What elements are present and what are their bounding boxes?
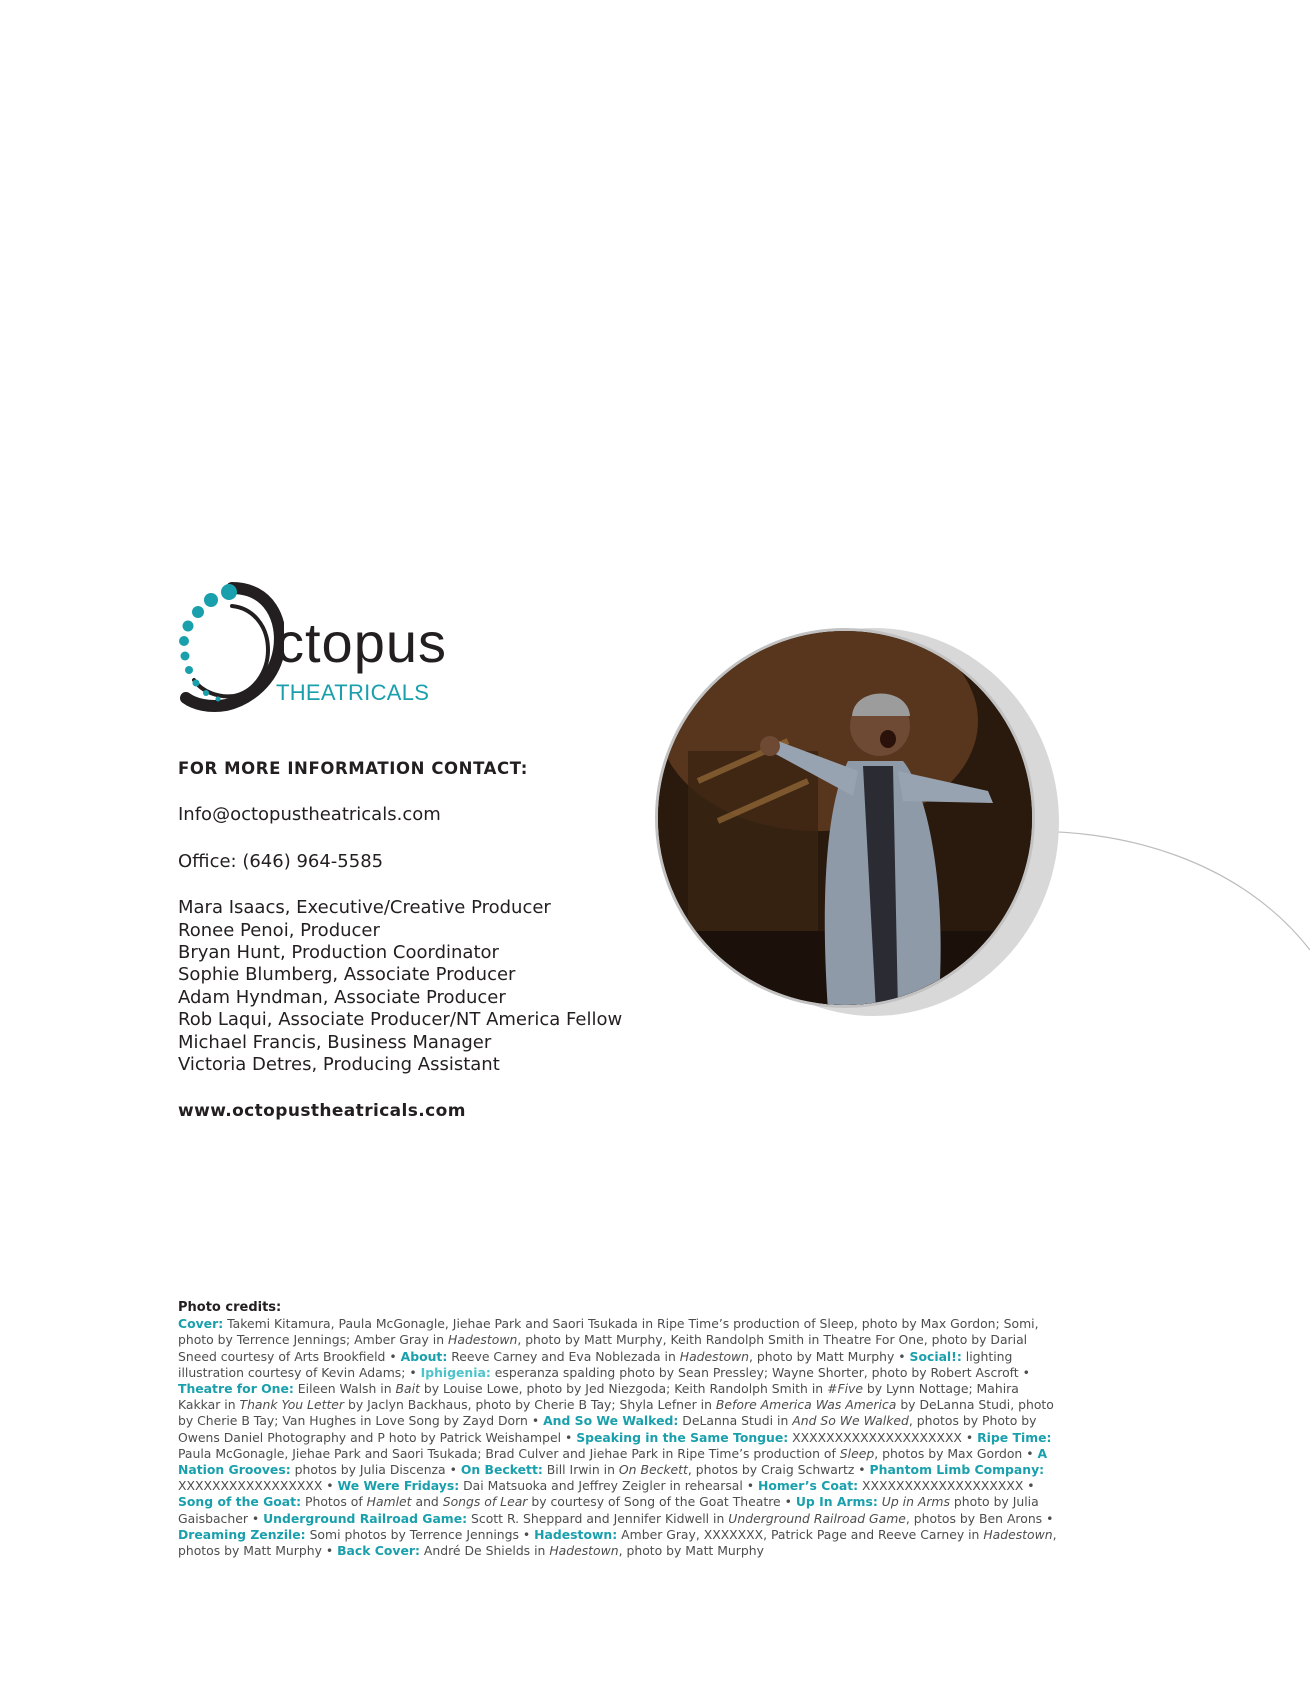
credit-text: Somi photos by Terrence Jennings [309, 1526, 519, 1542]
credit-title-italic: Hadestown [549, 1543, 619, 1559]
credit-text: , photos by Photo by Owens Daniel Photography and P hoto by Patrick Weishampel [178, 1413, 1037, 1445]
credit-text: , photo by Matt Murphy [749, 1348, 895, 1364]
contact-email[interactable]: Info@octopustheatricals.com [178, 804, 441, 826]
credit-text: lighting illustration courtesy of Kevin Adams; [178, 1348, 1013, 1380]
credit-title-italic: Up in Arms [881, 1494, 950, 1510]
credit-text: by courtesy of Song of the Goat Theatre [527, 1494, 781, 1510]
credit-label: Cover: [178, 1316, 224, 1332]
staff-member: Mara Isaacs, Executive/Creative Producer [178, 897, 551, 919]
credit-label: Back Cover: [337, 1543, 420, 1559]
credit-text: Paula McGonagle, Jiehae Park and Saori Tsukada; Brad Culver and Jiehae Park in Ripe Time’s production of [178, 1445, 840, 1461]
credit-text: photos by Julia Discenza [294, 1462, 446, 1478]
credit-label: Iphigenia: [420, 1364, 491, 1380]
credit-text: by Lynn Nottage; Mahira Kakkar in [178, 1381, 1019, 1413]
credit-label: Song of the Goat: [178, 1494, 302, 1510]
performer-photo [655, 628, 1035, 1008]
staff-list [178, 897, 698, 1076]
credit-label: On Beckett: [460, 1462, 543, 1478]
credit-title-italic: Before America Was America [715, 1397, 897, 1413]
credit-text: Takemi Kitamura, Paula McGonagle, Jiehae Park and Saori Tsukada in Ripe Time’s production of Sleep, photo by Max Gordon; Somi, photo by Terrence Jennings; Amber Gray in [178, 1316, 1039, 1348]
credit-text: Bill Irwin in [546, 1462, 619, 1478]
credit-title-italic: On Beckett [618, 1462, 688, 1478]
credit-label: Ripe Time: [977, 1429, 1052, 1445]
credit-label: Phantom Limb Company: [869, 1462, 1045, 1478]
credit-text: Dai Matsuoka and Jeffrey Zeigler in rehearsal [463, 1478, 743, 1494]
credit-text: Amber Gray, XXXXXXX, Patrick Page and Reeve Carney in [621, 1526, 984, 1542]
credit-text: , photos by Ben Arons [905, 1510, 1043, 1526]
credit-text: XXXXXXXXXXXXXXXXXXX [862, 1478, 1024, 1494]
credit-text: by Louise Lowe, photo by Jed Niezgoda; Keith Randolph Smith in [419, 1381, 828, 1397]
credit-title-italic: Hadestown [983, 1526, 1053, 1542]
website-link[interactable]: www.octopustheatricals.com [178, 1101, 466, 1122]
photo-credits [178, 1300, 1058, 1559]
credit-label: Hadestown: [534, 1526, 618, 1542]
logo-wordmark: ctopus [276, 611, 447, 674]
photo-credits-body: Cover: Takemi Kitamura, Paula McGonagle, Jiehae Park and Saori Tsukada in Ripe Time’s production of Sleep, photo by Max Gordon; Somi, photo by Terrence Jennings; Amber Gray in Hadestown, photo by Matt Murphy, Keith Randolph Smith in Theatre For One, photo by Darial Sneed courtesy of Arts Brookfield • About: Reeve Carney and Eva Noblezada in Hadestown, photo by Matt Murphy • Social!: lighting illustration courtesy of Kevin Adams; • Iphigenia: esperanza spalding photo by Sean Pressley; Wayne Shorter, photo by Robert Ascroft • Theatre for One: Eileen Walsh in Bait by Louise Lowe, photo by Jed Niezgoda; Keith Randolph Smith in #Five by Lynn Nottage; Mahira Kakkar in Thank You Letter by Jaclyn Backhaus, photo by Cherie B Tay; Shyla Lefner in Before America Was America by DeLanna Studi, photo by Cherie B Tay; Van Hughes in Love Song by Zayd Dorn • And So We Walked: DeLanna Studi in And So We Walked, photos by Photo by Owens Daniel Photography and P hoto by Patrick Weishampel • Speaking in the Same Tongue: XXXXXXXXXXXXXXXXXXXX • Ripe Time: Paula McGonagle, Jiehae Park and Saori Tsukada; Brad Culver and Jiehae Park in Ripe Time’s production of Sleep, photos by Max Gordon • A Nation Grooves: photos by Julia Discenza • On Beckett: Bill Irwin in On Beckett, photos by Craig Schwartz • Phantom Limb Company: XXXXXXXXXXXXXXXXX • We Were Fridays: Dai Matsuoka and Jeffrey Zeigler in rehearsal • Homer’s Coat: XXXXXXXXXXXXXXXXXXX • Song of the Goat: Photos of Hamlet and Songs of Lear by courtesy of Song of the Goat Theatre • Up In Arms: Up in Arms photo by Julia Gaisbacher • Underground Railroad Game: Scott R. Sheppard and Jennifer Kidwell in Underground Railroad Game, photos by Ben Arons • Dreaming Zenzile: Somi photos by Terrence Jennings • Hadestown: Amber Gray, XXXXXXX, Patrick Page and Reeve Carney in Hadestown, photos by Matt Murphy • Back Cover: André De Shields in Hadestown, photo by Matt Murphy [178, 1316, 1057, 1559]
staff-member: Bryan Hunt, Production Coordinator [178, 942, 499, 964]
credit-label: Speaking in the Same Tongue: [576, 1429, 789, 1445]
credit-text: Reeve Carney and Eva Noblezada in [451, 1348, 680, 1364]
contact-heading: FOR MORE INFORMATION CONTACT: [178, 759, 528, 778]
credit-label: Up In Arms: [795, 1494, 878, 1510]
credit-text: DeLanna Studi in [682, 1413, 793, 1429]
stage-performer-illustration [658, 631, 1035, 1008]
credit-text: XXXXXXXXXXXXXXXXXXXX [792, 1429, 962, 1445]
staff-member: Sophie Blumberg, Associate Producer [178, 964, 516, 986]
credit-title-italic: Thank You Letter [239, 1397, 345, 1413]
credit-text: , photos by Craig Schwartz [687, 1462, 855, 1478]
credit-title-italic: #Five [827, 1381, 863, 1397]
credit-text: , photo by Matt Murphy [618, 1543, 764, 1559]
credit-label: Underground Railroad Game: [263, 1510, 468, 1526]
credit-text: esperanza spalding photo by Sean Pressley; Wayne Shorter, photo by Robert Ascroft [494, 1364, 1019, 1380]
credit-label: About: [400, 1348, 448, 1364]
photo-credits-title: Photo credits: [178, 1300, 282, 1315]
credit-text: and [411, 1494, 443, 1510]
credit-text: , photos by Matt Murphy [178, 1526, 1057, 1559]
credit-text: , photo by Matt Murphy, Keith Randolph Smith in Theatre For One, photo by Darial Sneed courtesy of Arts Brookfield [178, 1332, 1028, 1364]
credit-text: André De Shields in [423, 1543, 550, 1559]
credit-label: Homer’s Coat: [758, 1478, 859, 1494]
credit-title-italic: Songs of Lear [442, 1494, 528, 1510]
credit-label: A Nation Grooves: [178, 1445, 1048, 1478]
logo-subtitle: THEATRICALS [276, 680, 430, 705]
credit-text: Scott R. Sheppard and Jennifer Kidwell in [471, 1510, 729, 1526]
credit-text: XXXXXXXXXXXXXXXXX [178, 1478, 323, 1494]
credit-label: Social!: [909, 1348, 962, 1364]
credit-title-italic: Bait [395, 1381, 420, 1397]
staff-member: Adam Hyndman, Associate Producer [178, 986, 506, 1008]
contact-section [178, 758, 698, 1123]
credit-text: photo by Julia Gaisbacher [178, 1494, 1039, 1526]
credit-title-italic: Hadestown [679, 1348, 750, 1364]
octopus-tentacle-icon [174, 580, 284, 720]
credit-text: Eileen Walsh in [297, 1381, 396, 1397]
credit-title-italic: Hadestown [448, 1332, 518, 1348]
credit-label: Dreaming Zenzile: [178, 1526, 306, 1542]
staff-member: Michael Francis, Business Manager [178, 1031, 492, 1053]
credit-title-italic: Sleep [839, 1445, 875, 1461]
credit-text: by DeLanna Studi, photo by Cherie B Tay; Van Hughes in Love Song by Zayd Dorn [178, 1397, 1054, 1429]
staff-member: Ronee Penoi, Producer [178, 919, 380, 941]
credit-title-italic: Underground Railroad Game [728, 1510, 906, 1526]
credit-label: And So We Walked: [543, 1413, 679, 1429]
contact-office-phone[interactable]: Office: (646) 964-5585 [178, 850, 384, 872]
performer-photo-group [655, 628, 1065, 1023]
credit-text: , photos by Max Gordon [874, 1445, 1023, 1461]
credit-text: by Jaclyn Backhaus, photo by Cherie B Tay; Shyla Lefner in [344, 1397, 716, 1413]
octopus-theatricals-logo [174, 580, 534, 720]
staff-member: Victoria Detres, Producing Assistant [178, 1054, 500, 1076]
staff-member: Rob Laqui, Associate Producer/NT America Fellow [178, 1009, 623, 1031]
credit-label: We Were Fridays: [337, 1478, 460, 1494]
credit-text: Photos of [305, 1494, 367, 1510]
credit-label: Theatre for One: [178, 1381, 294, 1397]
credit-title-italic: Hamlet [366, 1494, 412, 1510]
credit-title-italic: And So We Walked [792, 1413, 909, 1429]
